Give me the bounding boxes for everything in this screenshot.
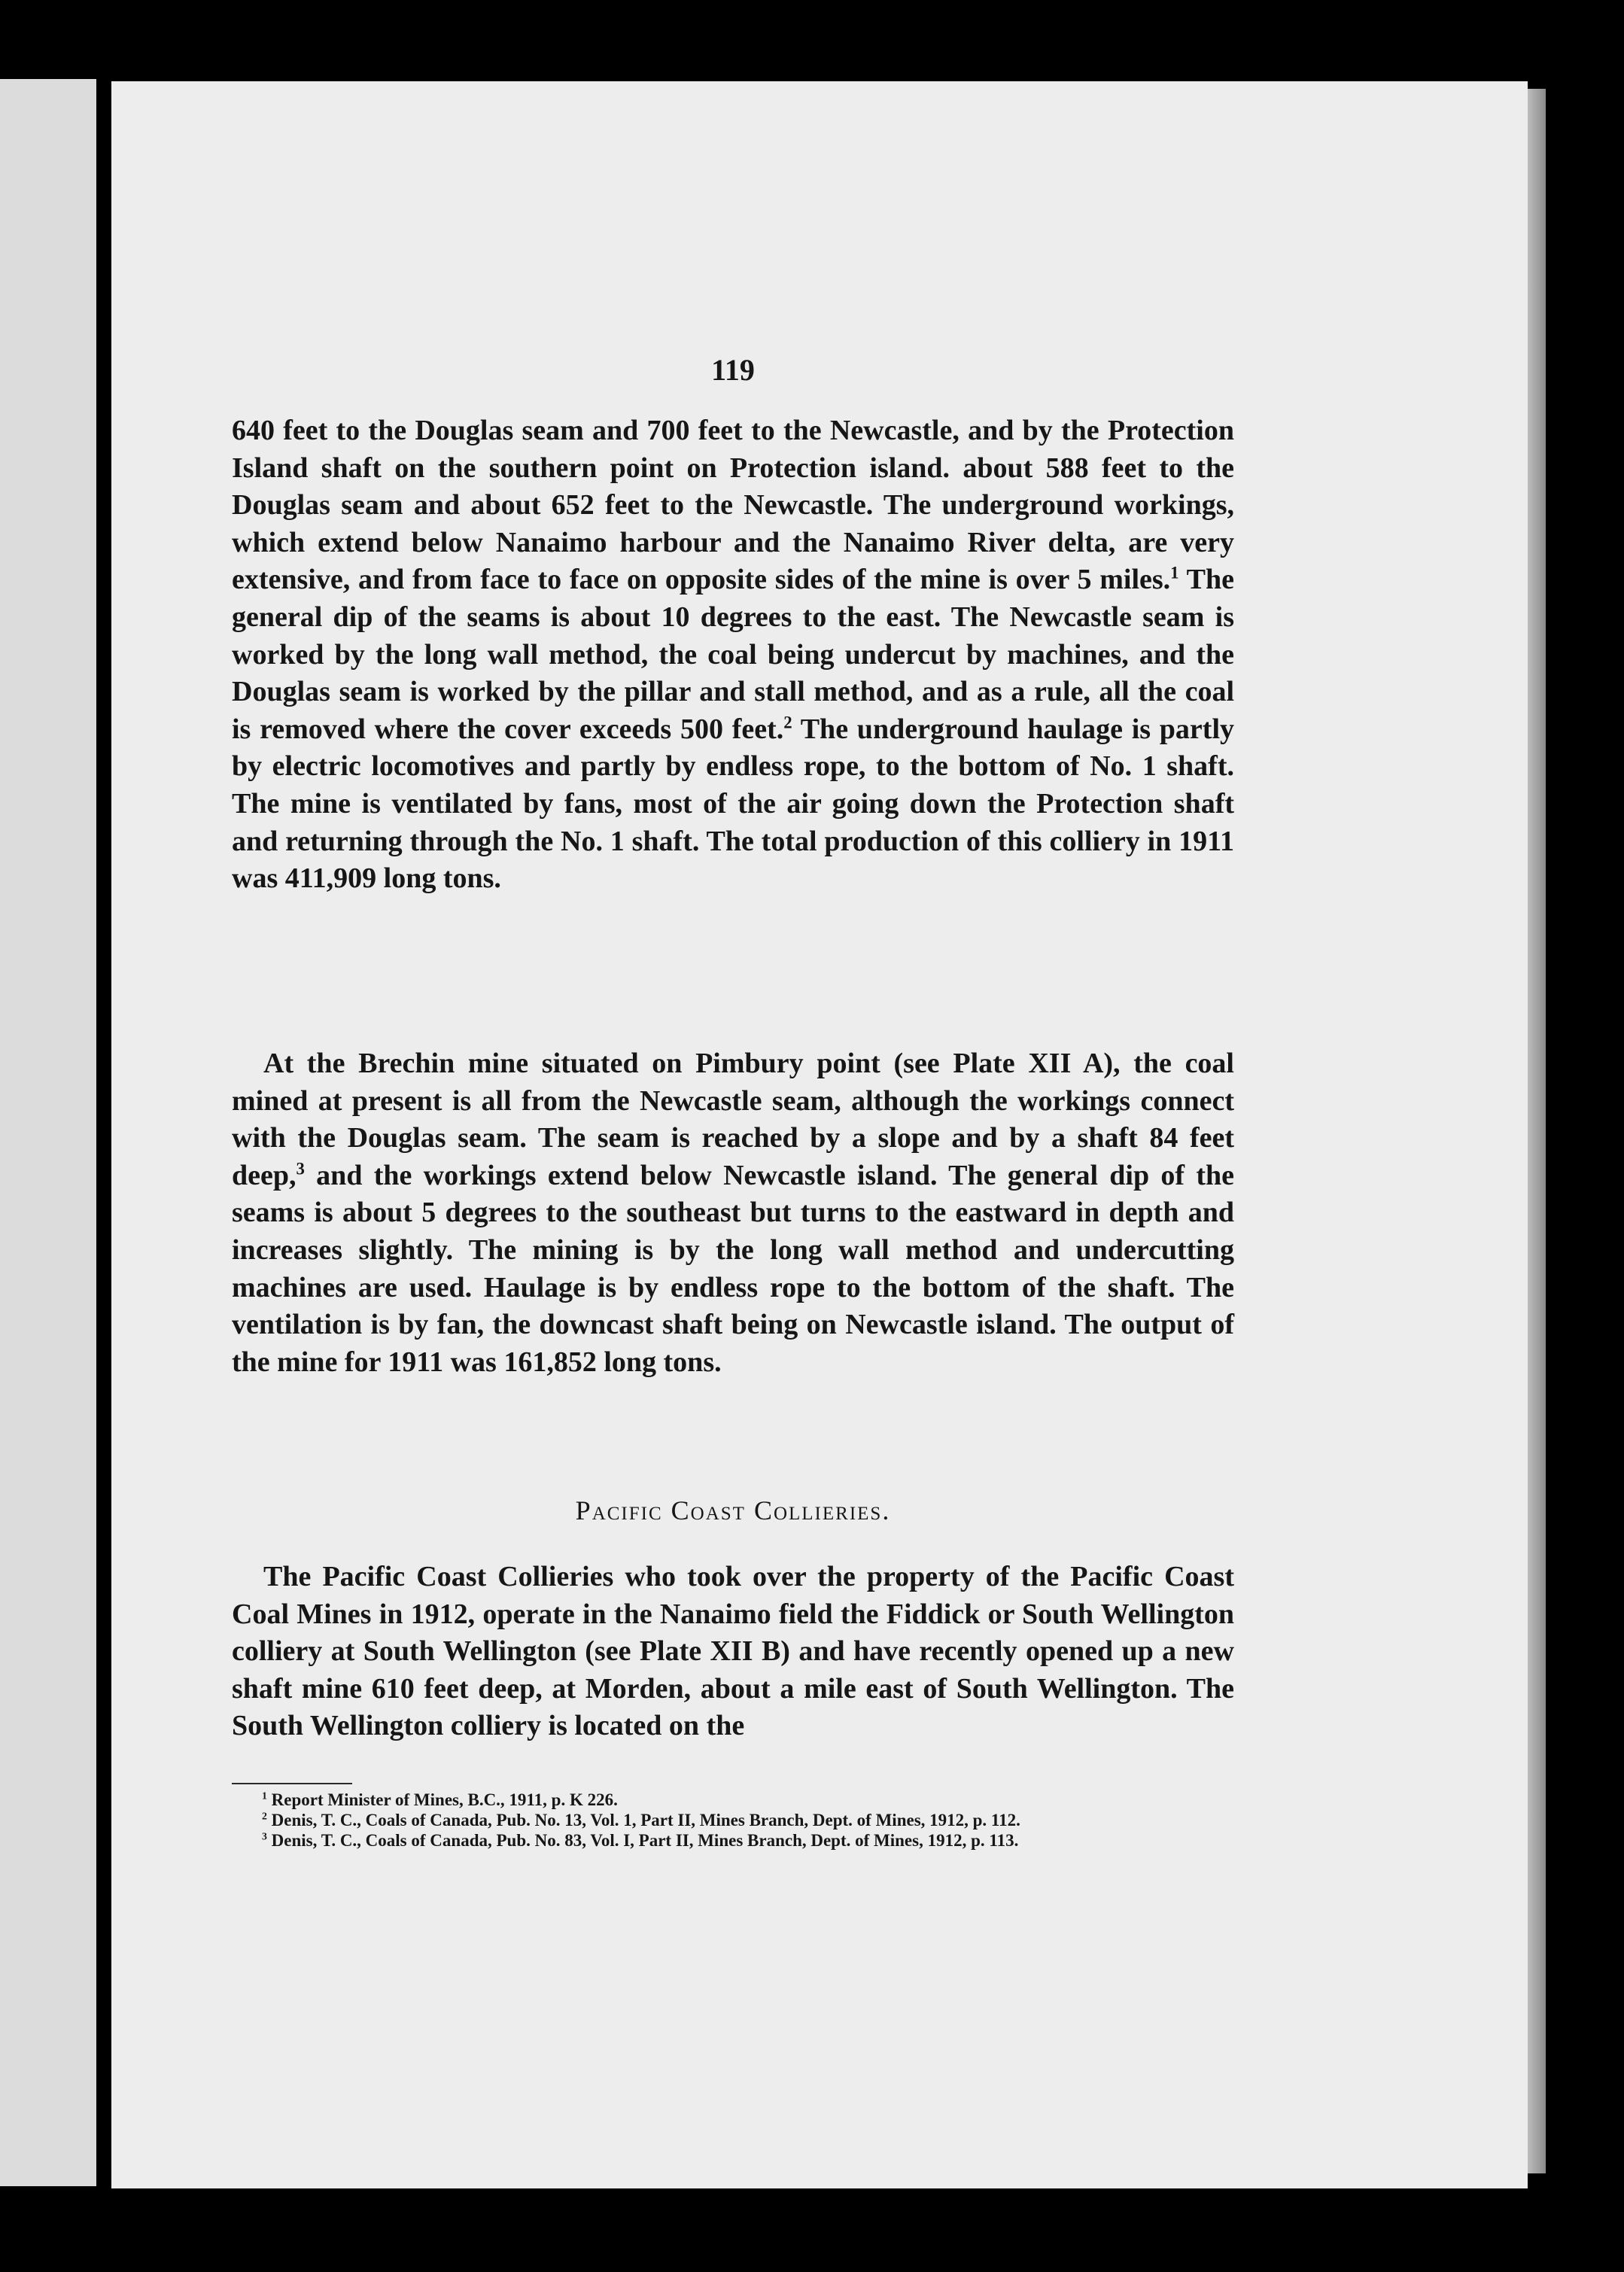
paragraph-1-text-c: The underground haulage is partly by electric locomotives and partly by endless rope, to the bottom of No. 1 shaft. The mine is ventilated by fans, most of the air going down the Protection shaft and returning through the No. 1 shaft. The total production of this colliery in 1911 was 411,909 long tons. <box>232 713 1235 895</box>
paragraph-2-text-b: and the workings extend below Newcastle island. The general dip of the seams is about 5 degrees to the southeast but turns to the eastward in depth and increases slightly. The mining is by the long wall method and undercutting machines are used. Haulage is by endless rope to the bottom of the shaft. The ventilation is by fan, the downcast shaft being on Newcastle island. The output of the mine for 1911 was 161,852 long tons. <box>232 1159 1234 1378</box>
book-spine-edge <box>1528 89 1546 2173</box>
footnote-1-mark: 1 <box>262 1790 267 1802</box>
book-page <box>111 81 1528 2188</box>
footnote-ref-2: 2 <box>783 713 792 732</box>
page-number: 119 <box>711 353 755 387</box>
section-heading: Pacific Coast Collieries. <box>575 1495 891 1525</box>
footnote-1 <box>232 1790 1234 1810</box>
body-paragraph-2-block <box>232 1045 1234 1381</box>
footnote-ref-1: 1 <box>1170 563 1179 582</box>
footnote-2-text: Denis, T. C., Coals of Canada, Pub. No. 13, Vol. 1, Part II, Mines Branch, Dept. of Mines, 1912, p. 112. <box>266 1811 1020 1829</box>
body-paragraph-1 <box>232 412 1234 898</box>
body-paragraph-3-block <box>232 1559 1234 1745</box>
footnotes <box>232 1790 1234 1851</box>
previous-page-edge <box>0 79 96 2186</box>
footnote-3-text: Denis, T. C., Coals of Canada, Pub. No. 83, Vol. I, Part II, Mines Branch, Dept. of Mines, 1912, p. 113. <box>266 1831 1019 1850</box>
footnote-2 <box>232 1810 1234 1830</box>
body-paragraph-2 <box>232 1045 1234 1381</box>
paragraph-2-text-a: At the Brechin mine situated on Pimbury point (see Plate XII A), the coal mined at present is all from the Newcastle seam, although the workings connect with the Douglas seam. The seam is reached by a slope and by a shaft 84 feet deep, <box>232 1048 1234 1191</box>
paragraph-1-text-b: The general dip of the seams is about 10 degrees to the east. The Newcastle seam is worked by the long wall method, the coal being undercut by machines, and the Douglas seam is worked by the pillar and stall method, and as a rule, all the coal is removed where the cover exceeds 500 feet. <box>232 564 1234 745</box>
footnote-3 <box>232 1830 1234 1851</box>
footnote-2-mark: 2 <box>262 1810 267 1822</box>
paragraph-1-text-a: 640 feet to the Douglas seam and 700 feet to the Newcastle, and by the Protection Island shaft on the southern point on Protection island. about 588 feet to the Douglas seam and about 652 feet to the Newcastle. The underground workings, which extend below Nanaimo harbour and the Nanaimo River delta, are very extensive, and from face to face on opposite sides of the mine is over 5 miles. <box>232 415 1234 596</box>
body-paragraph-1-block <box>232 412 1234 898</box>
body-paragraph-3: The Pacific Coast Collieries who took over the property of the Pacific Coast Coal Mines in 1912, operate in the Nanaimo field the Fiddick or South Wellington colliery at South Wellington (see Plate XII B) and have recently opened up a new shaft mine 610 feet deep, at Morden, about a mile east of South Wellington. The South Wellington colliery is located on the <box>232 1561 1234 1742</box>
footnote-1-text: Report Minister of Mines, B.C., 1911, p. K 226. <box>266 1790 618 1809</box>
footnote-ref-3: 3 <box>296 1159 305 1179</box>
footnote-divider <box>232 1783 352 1784</box>
footnote-3-mark: 3 <box>262 1830 267 1842</box>
